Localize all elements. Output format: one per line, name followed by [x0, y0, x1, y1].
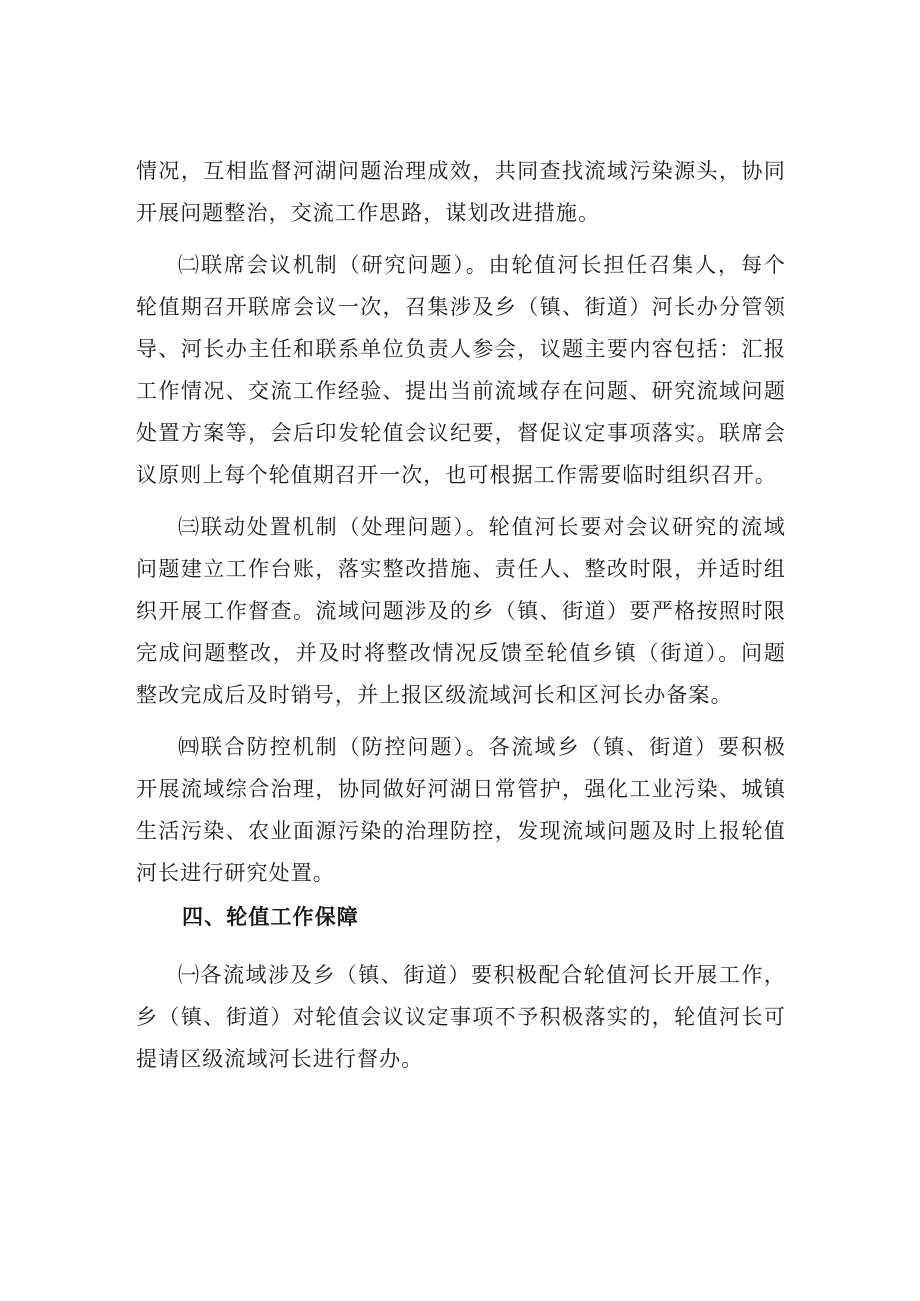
section-heading: 四、轮值工作保障	[182, 904, 359, 929]
document-body	[136, 150, 786, 1080]
paragraph-linked-handling-mechanism: ㈢联动处置机制（处理问题）。轮值河长要对会议研究的流域问题建立工作台账，落实整改措施、责任人、整改时限，并适时组织开展工作督查。流域问题涉及的乡（镇、街道）要严格按照时限完成问题整改，并及时将整改情况反馈至轮值乡镇（街道）。问题整改完成后及时销号，并上报区级流域河长和区河长办备案。	[136, 515, 786, 707]
paragraph-continuation: 情况，互相监督河湖问题治理成效，共同查找流域污染源头，协同开展问题整治，交流工作思路，谋划改进措施。	[136, 159, 786, 225]
paragraph-joint-prevention-mechanism: ㈣联合防控机制（防控问题）。各流域乡（镇、街道）要积极开展流域综合治理，协同做好河湖日常管护，强化工业污染、城镇生活污染、农业面源污染的治理防控，发现流域问题及时上报轮值河长进行研究处置。	[136, 735, 786, 885]
paragraph-joint-meeting-mechanism: ㈡联席会议机制（研究问题）。由轮值河长担任召集人，每个轮值期召开联席会议一次，召集涉及乡（镇、街道）河长办分管领导、河长办主任和联系单位负责人参会，议题主要内容包括：汇报工作情况、交流工作经验、提出当前流域存在问题、研究流域问题处置方案等，会后印发轮值会议纪要，督促议定事项落实。联席会议原则上每个轮值期召开一次，也可根据工作需要临时组织召开。	[136, 253, 786, 487]
paragraph-cooperation-requirement: ㈠各流域涉及乡（镇、街道）要积极配合轮值河长开展工作，乡（镇、街道）对轮值会议议定事项不予积极落实的，轮值河长可提请区级流域河长进行督办。	[136, 963, 786, 1071]
